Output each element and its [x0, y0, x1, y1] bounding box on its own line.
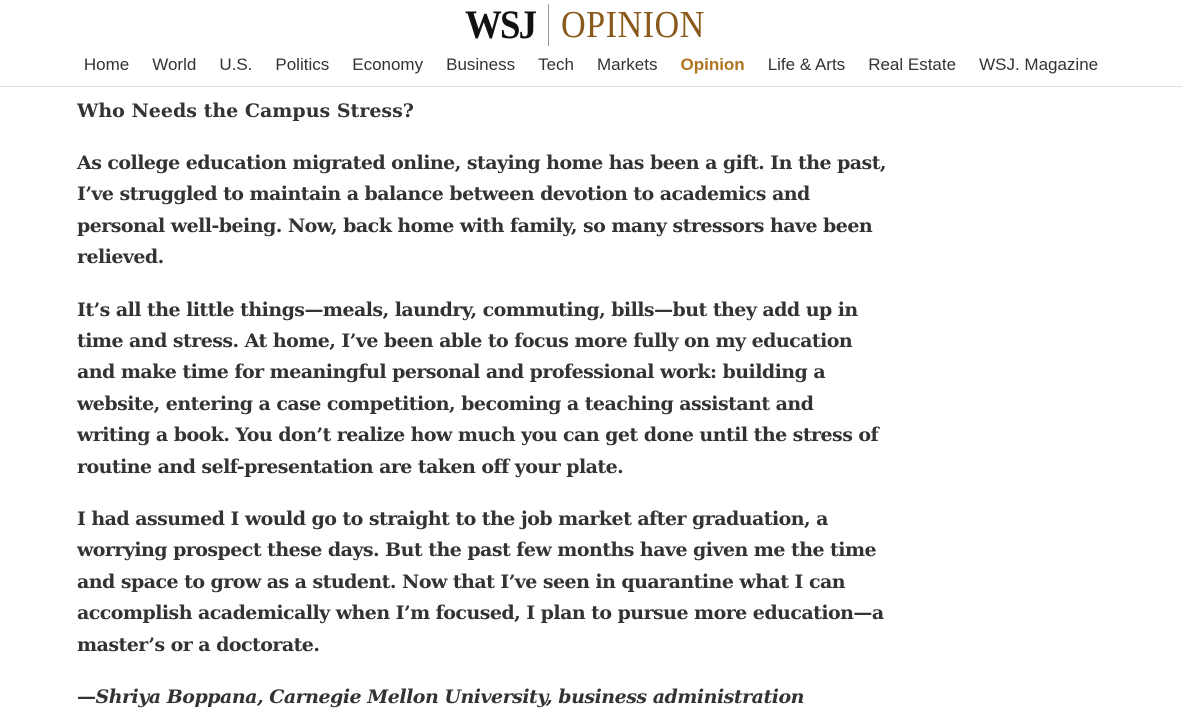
wsj-logo[interactable]: WSJ	[464, 2, 535, 47]
masthead-logo[interactable]	[0, 4, 1182, 46]
nav-us[interactable]: U.S.	[219, 55, 253, 74]
logo-divider	[548, 4, 549, 46]
article-attribution: —Shriya Boppana, Carnegie Mellon University, business administration	[77, 686, 804, 709]
site-header	[0, 0, 1182, 87]
main-navigation	[0, 52, 1182, 78]
nav-business[interactable]: Business	[446, 55, 516, 74]
nav-world[interactable]: World	[152, 55, 197, 74]
nav-home[interactable]: Home	[83, 55, 130, 74]
article-subhead: Who Needs the Campus Stress?	[77, 100, 414, 122]
nav-real-estate[interactable]: Real Estate	[868, 55, 957, 74]
nav-economy[interactable]: Economy	[352, 55, 424, 74]
nav-wsj-magazine[interactable]: WSJ. Magazine	[979, 55, 1099, 74]
nav-politics[interactable]: Politics	[275, 55, 330, 74]
nav-tech[interactable]: Tech	[538, 55, 575, 74]
article-paragraph: As college education migrated online, staying home has been a gift. In the past, I’ve struggled to maintain a balance between devotion to academics and personal well-being. Now, back home with family, so many stressors have been relieved.	[77, 152, 886, 269]
nav-markets[interactable]: Markets	[597, 55, 658, 74]
article-body	[77, 96, 892, 713]
nav-life-arts[interactable]: Life & Arts	[767, 55, 846, 74]
nav-opinion[interactable]: Opinion	[680, 55, 745, 74]
opinion-section-logo[interactable]: OPINION	[560, 4, 705, 46]
article-paragraph: It’s all the little things—meals, laundry, commuting, bills—but they add up in time and stress. At home, I’ve been able to focus more fully on my education and make time for meaningful personal and professional work: building a website, entering a case competition, becoming a teaching assistant and writing a book. You don’t realize how much you can get done until the stress of routine and self-presentation are taken off your plate.	[77, 298, 879, 478]
article-paragraph: I had assumed I would go to straight to the job market after graduation, a worrying prospect these days. But the past few months have given me the time and space to grow as a student. Now that I’ve seen in quarantine what I can accomplish academically when I’m focused, I plan to pursue more education—a master’s or a doctorate.	[77, 508, 884, 656]
